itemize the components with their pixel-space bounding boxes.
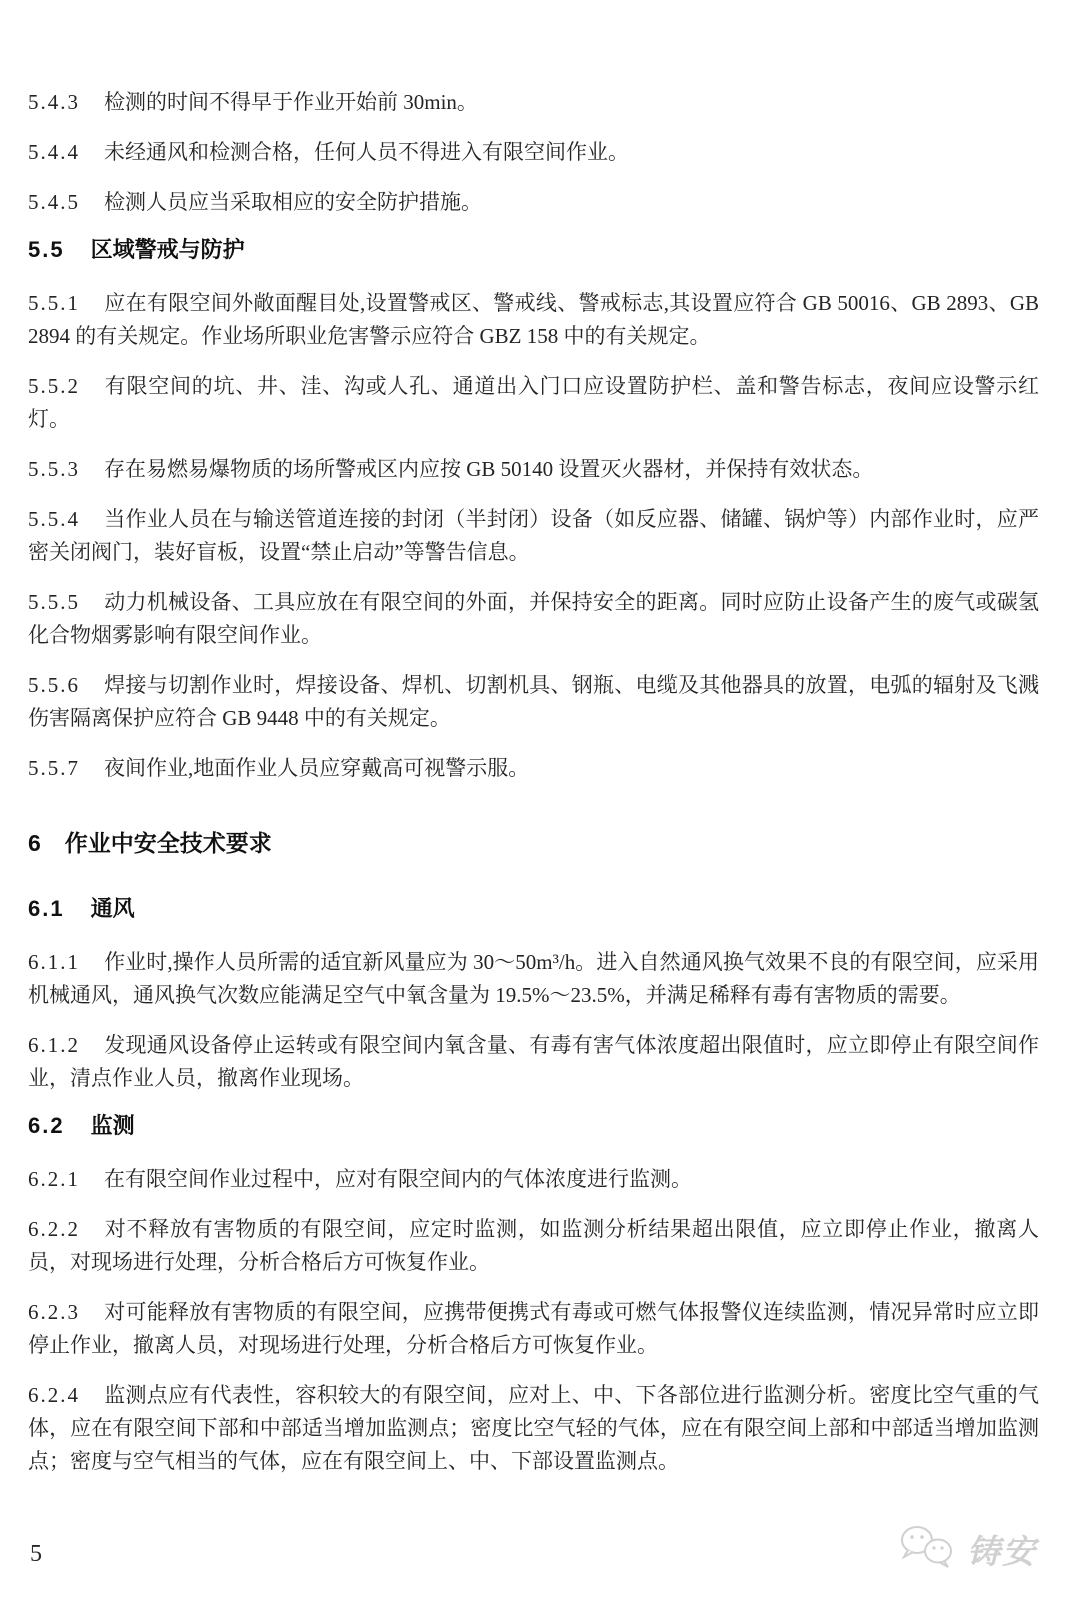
section-number: 5.5.3 bbox=[28, 457, 80, 481]
section-number: 6.1 bbox=[28, 896, 65, 921]
section-number: 5.5.5 bbox=[28, 590, 80, 614]
section-number: 5.5.6 bbox=[28, 673, 80, 697]
section-text: 应在有限空间外敞面醒目处,设置警戒区、警戒线、警戒标志,其设置应符合 GB 50016、GB 2893、GB 2894 的有关规定。作业场所职业危害警示应符合 GBZ 158 中的有关规定。 bbox=[28, 291, 1039, 348]
section-number: 6.2.4 bbox=[28, 1383, 80, 1407]
section-number: 6.2.2 bbox=[28, 1217, 80, 1241]
section-text: 存在易燃易爆物质的场所警戒区内应按 GB 50140 设置灭火器材，并保持有效状态。 bbox=[104, 457, 874, 481]
section-text: 当作业人员在与输送管道连接的封闭（半封闭）设备（如反应器、储罐、锅炉等）内部作业时，应严密关闭阀门，装好盲板，设置“禁止启动”等警告信息。 bbox=[28, 507, 1039, 564]
wechat-chat-bubbles-icon bbox=[897, 1524, 959, 1575]
section-5.4.5 bbox=[28, 186, 1039, 219]
section-6.2 bbox=[28, 1112, 1039, 1140]
section-text: 监测 bbox=[90, 1113, 135, 1138]
section-5.5.5 bbox=[28, 586, 1039, 652]
section-5.5.2 bbox=[28, 370, 1039, 436]
section-6.1.2 bbox=[28, 1029, 1039, 1095]
section-text: 检测的时间不得早于作业开始前 30min。 bbox=[104, 90, 478, 114]
section-text: 对可能释放有害物质的有限空间，应携带便携式有毒或可燃气体报警仪连续监测，情况异常时应立即停止作业，撤离人员，对现场进行处理，分析合格后方可恢复作业。 bbox=[28, 1300, 1039, 1357]
section-5.5.6 bbox=[28, 669, 1039, 735]
section-text: 监测点应有代表性，容积较大的有限空间，应对上、中、下各部位进行监测分析。密度比空气重的气体，应在有限空间下部和中部适当增加监测点；密度比空气轻的气体，应在有限空间上部和中部适当增加监测点；密度与空气相当的气体，应在有限空间上、中、下部设置监测点。 bbox=[28, 1383, 1039, 1473]
section-text: 有限空间的坑、井、洼、沟或人孔、通道出入门口应设置防护栏、盖和警告标志，夜间应设警示红灯。 bbox=[28, 374, 1039, 431]
section-text: 夜间作业,地面作业人员应穿戴高可视警示服。 bbox=[104, 756, 530, 780]
section-text: 发现通风设备停止运转或有限空间内氧含量、有毒有害气体浓度超出限值时，应立即停止有限空间作业，清点作业人员，撤离作业现场。 bbox=[28, 1033, 1039, 1090]
section-text: 对不释放有害物质的有限空间，应定时监测，如监测分析结果超出限值，应立即停止作业，撤离人员，对现场进行处理，分析合格后方可恢复作业。 bbox=[28, 1217, 1039, 1274]
page-number: 5 bbox=[30, 1541, 42, 1567]
section-6.2.1 bbox=[28, 1163, 1039, 1196]
section-text: 作业中安全技术要求 bbox=[64, 830, 272, 856]
section-number: 6.2.3 bbox=[28, 1300, 80, 1324]
section-text: 动力机械设备、工具应放在有限空间的外面，并保持安全的距离。同时应防止设备产生的废气或碳氢化合物烟雾影响有限空间作业。 bbox=[28, 590, 1039, 647]
section-5.5.1 bbox=[28, 287, 1039, 353]
section-number: 5.5.1 bbox=[28, 291, 80, 315]
section-number: 6 bbox=[28, 830, 43, 856]
section-5.5.3 bbox=[28, 453, 1039, 486]
section-6.2.2 bbox=[28, 1213, 1039, 1279]
section-number: 5.5.4 bbox=[28, 507, 80, 531]
section-5.5.7 bbox=[28, 752, 1039, 785]
watermark bbox=[897, 1524, 1037, 1575]
section-number: 6.1.2 bbox=[28, 1033, 80, 1057]
section-6.1.1 bbox=[28, 946, 1039, 1012]
section-number: 5.4.3 bbox=[28, 90, 80, 114]
section-5.4.3 bbox=[28, 86, 1039, 119]
section-text: 检测人员应当采取相应的安全防护措施。 bbox=[104, 190, 482, 214]
section-number: 6.2 bbox=[28, 1113, 65, 1138]
section-number: 5.4.5 bbox=[28, 190, 80, 214]
section-text: 未经通风和检测合格，任何人员不得进入有限空间作业。 bbox=[104, 140, 629, 164]
section-text: 区域警戒与防护 bbox=[90, 237, 245, 262]
section-6 bbox=[28, 828, 1039, 858]
section-number: 5.4.4 bbox=[28, 140, 80, 164]
section-5.4.4 bbox=[28, 136, 1039, 169]
section-number: 5.5 bbox=[28, 237, 65, 262]
section-6.2.4 bbox=[28, 1379, 1039, 1478]
section-text: 作业时,操作人员所需的适宜新风量应为 30～50m³/h。进入自然通风换气效果不良的有限空间，应采用机械通风，通风换气次数应能满足空气中氧含量为 19.5%～23.5%，并满足稀释有毒有害物质的需要。 bbox=[28, 950, 1039, 1007]
section-number: 6.1.1 bbox=[28, 950, 80, 974]
section-text: 焊接与切割作业时，焊接设备、焊机、切割机具、钢瓶、电缆及其他器具的放置，电弧的辐射及飞溅伤害隔离保护应符合 GB 9448 中的有关规定。 bbox=[28, 673, 1039, 730]
section-text: 在有限空间作业过程中，应对有限空间内的气体浓度进行监测。 bbox=[104, 1167, 692, 1191]
section-text: 通风 bbox=[90, 896, 135, 921]
section-number: 6.2.1 bbox=[28, 1167, 80, 1191]
watermark-text: 铸安 bbox=[967, 1533, 1037, 1570]
section-5.5 bbox=[28, 236, 1039, 264]
section-5.5.4 bbox=[28, 503, 1039, 569]
section-6.1 bbox=[28, 895, 1039, 923]
section-number: 5.5.2 bbox=[28, 374, 80, 398]
section-6.2.3 bbox=[28, 1296, 1039, 1362]
document-body bbox=[28, 86, 1039, 1495]
section-number: 5.5.7 bbox=[28, 756, 80, 780]
